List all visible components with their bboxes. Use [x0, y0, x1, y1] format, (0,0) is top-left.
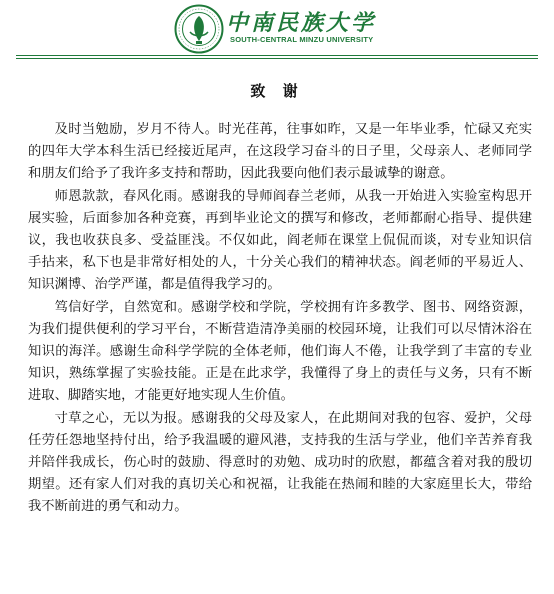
university-name-en: SOUTH-CENTRAL MINZU UNIVERSITY	[230, 35, 374, 44]
page-header	[0, 0, 554, 54]
paragraph: 寸草之心，无以为报。感谢我的父母及家人，在此期间对我的包容、爱护，父母任劳任怨地坚持付出，给予我温暖的避风港，支持我的生活与学业，他们辛苦养育我并陪伴我成长，伤心时的鼓励、得意时的劝勉、成功时的欣慰，都蕴含着对我的殷切期望。还有家人们对我的真切关心和祝福，让我能在热闹和睦的大家庭里长大，带给我不断前进的勇气和动力。	[28, 410, 532, 515]
header-divider	[16, 55, 538, 56]
page-title: 致 谢	[250, 82, 304, 100]
paragraph: 笃信好学，自然宽和。感谢学校和学院，学校拥有许多教学、图书、网络资源，为我们提供便利的学习平台，不断营造清净美丽的校园环境，让我们可以尽情沐浴在知识的海洋。感谢生命科学学院的全体老师，他们诲人不倦，让我学到了丰富的专业知识，熟练掌握了实验技能。正是在此求学，我懂得了身上的责任与义务，只有不断进取、脚踏实地，才能更好地实现人生价值。	[28, 299, 532, 404]
paragraph: 及时当勉励，岁月不待人。时光荏苒，往事如昨，又是一年毕业季，忙碌又充实的四年大学本科生活已经接近尾声，在这段学习奋斗的日子里，父母亲人、老师同学和朋友们给予了我许多支持和帮助，因此我要向他们表示最诚挚的谢意。	[28, 122, 532, 182]
university-seal-icon	[174, 4, 224, 54]
university-name-cn: 中南民族大学	[226, 10, 377, 36]
acknowledgement-body	[28, 119, 532, 519]
paragraph: 师恩款款，春风化雨。感谢我的导师阎春兰老师，从我一开始进入实验室构思开展实验，后面参加各种竞赛，再到毕业论文的撰写和修改，老师都耐心指导、提供建议，我也收获良多、受益匪浅。不仅如此，阎老师在课堂上侃侃而谈，对专业知识信手拈来，私下也是非常好相处的人，十分关心我们的精神状态。阎老师的平易近人、知识渊博、治学严谨，都是值得我学习的。	[28, 188, 532, 293]
header-divider-secondary	[16, 58, 538, 59]
